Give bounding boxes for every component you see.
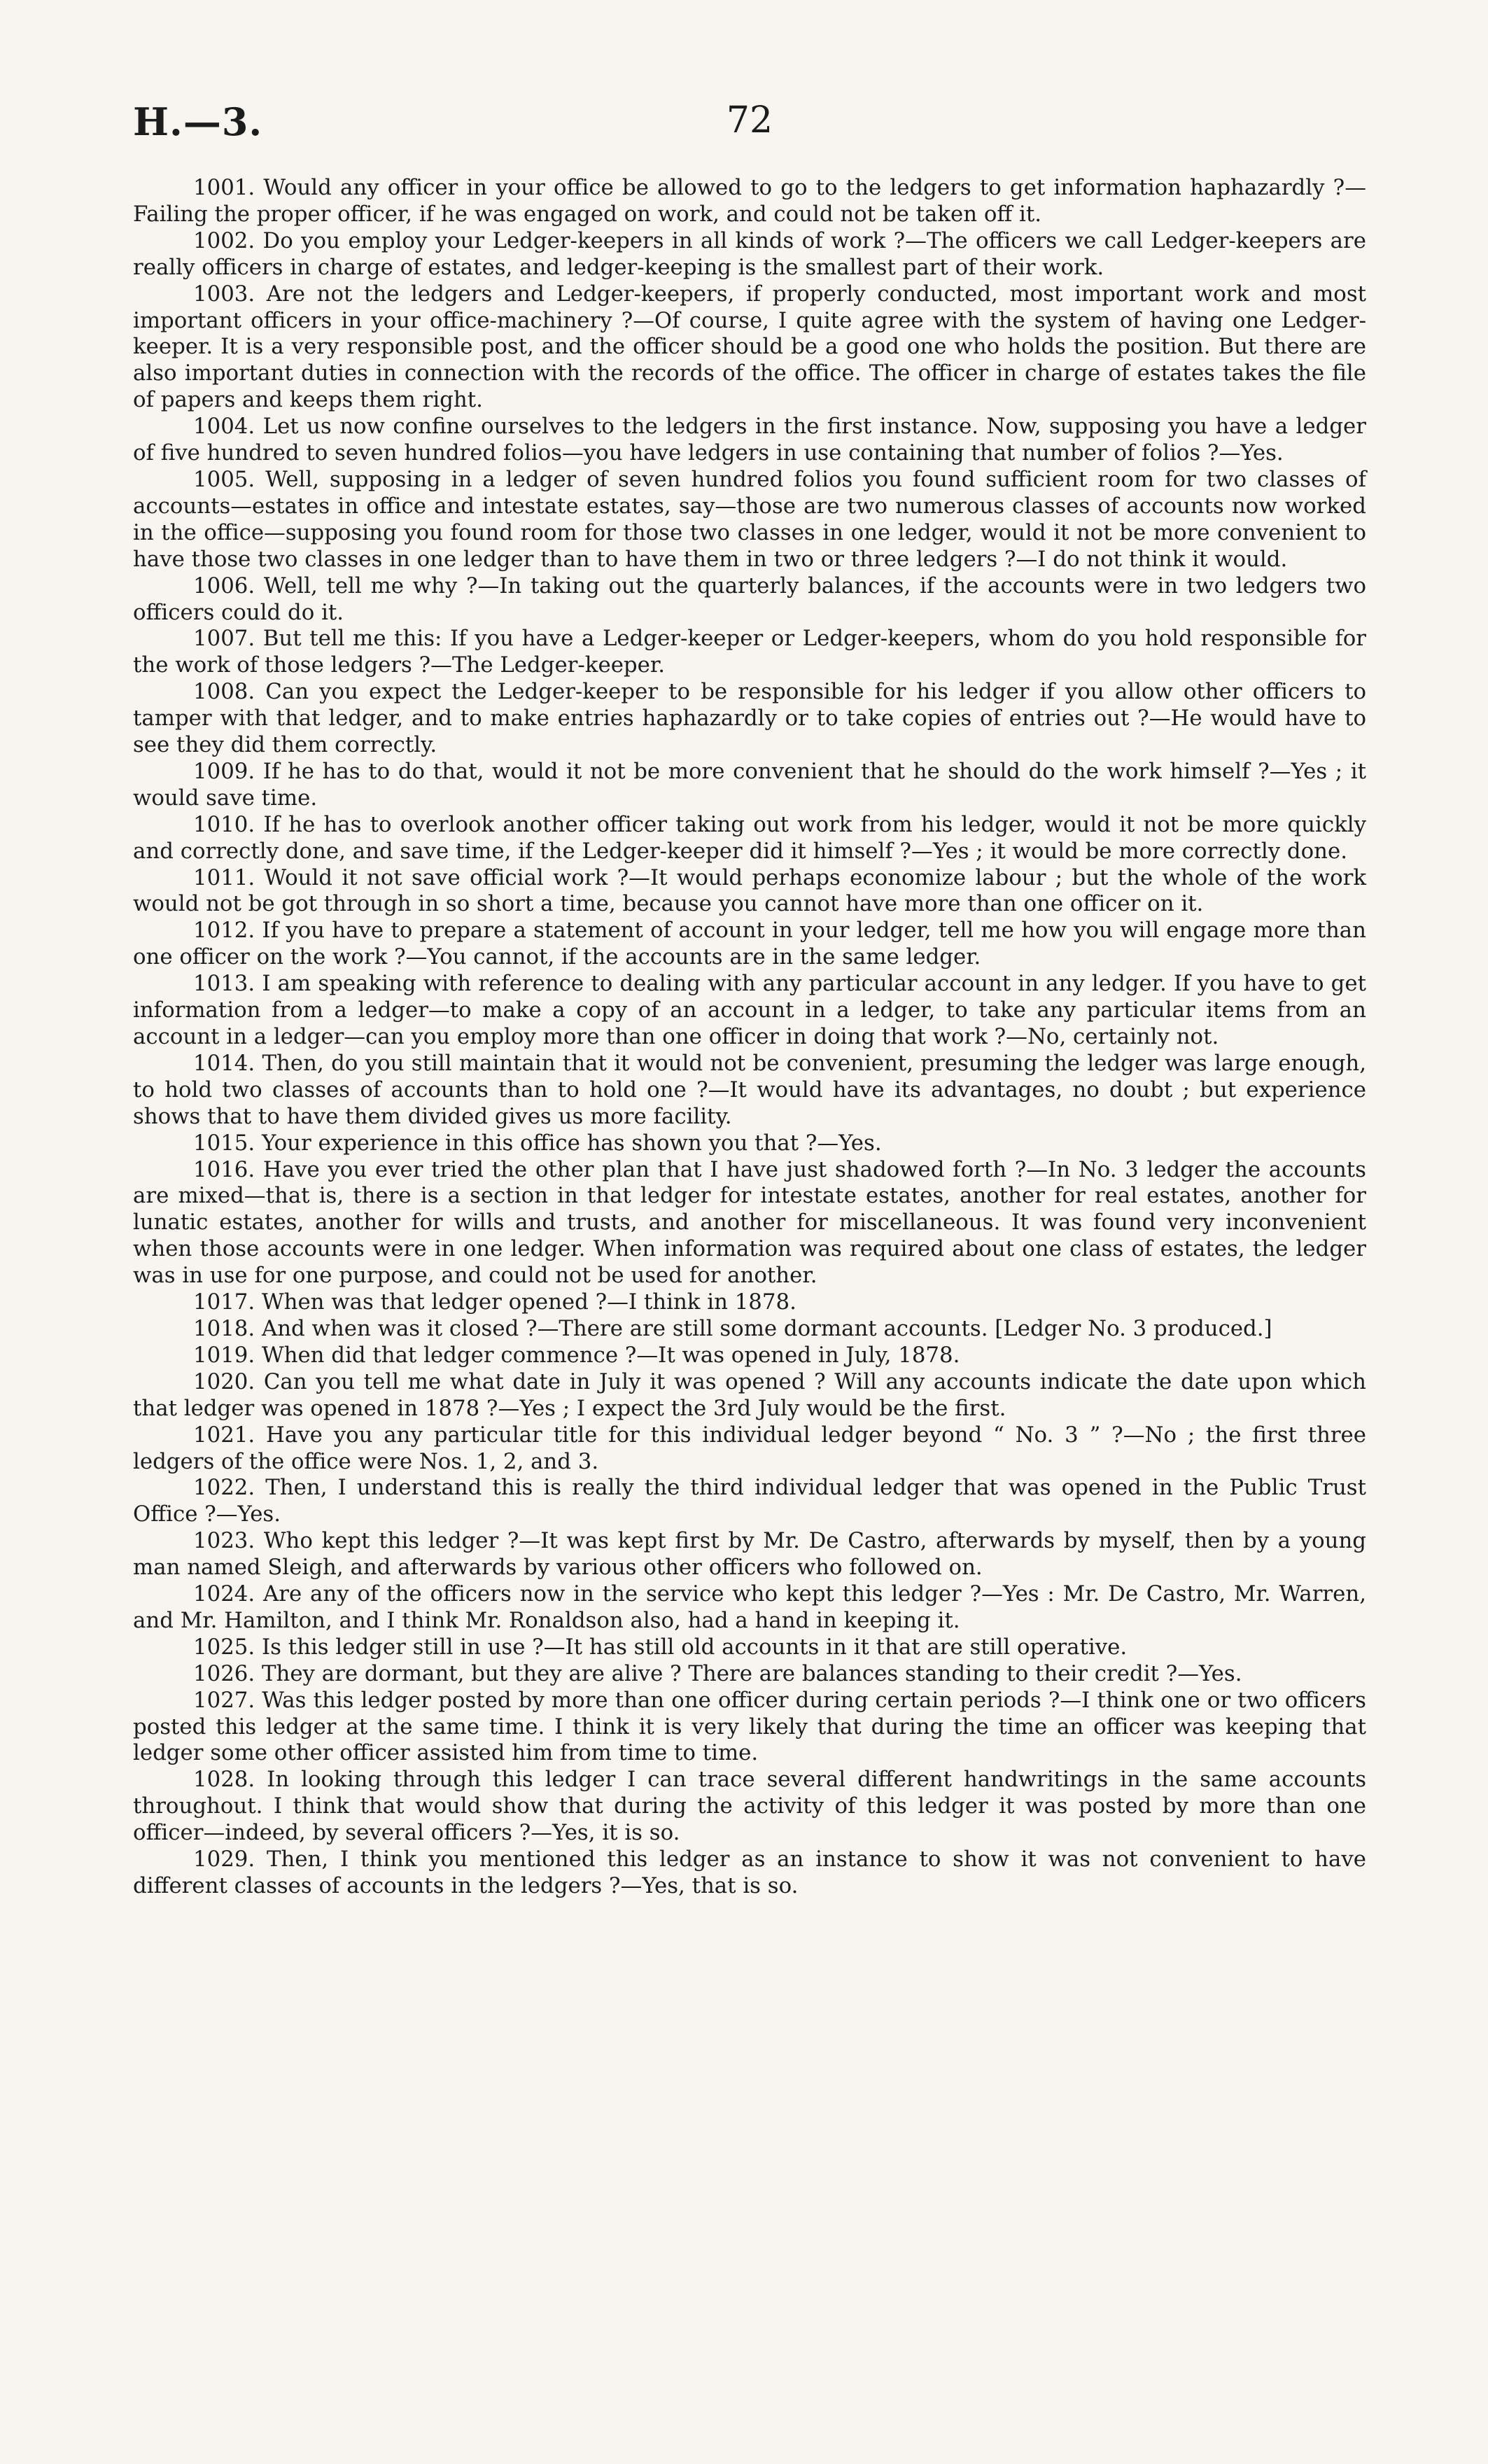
- qa-paragraph: 1007. But tell me this: If you have a Ledger-keeper or Ledger-keepers, whom do you hold responsible for the work of those ledgers ?—The Ledger-keeper.: [133, 626, 1366, 678]
- qa-paragraph: 1002. Do you employ your Ledger-keepers in all kinds of work ?—The officers we call Ledger-keepers are really officers in charge of estates, and ledger-keeping is the smallest part of their work.: [133, 227, 1366, 280]
- qa-paragraph: 1010. If he has to overlook another officer taking out work from his ledger, would it not be more quickly and correctly done, and save time, if the Ledger-keeper did it himself ?—Yes ; it would be more correctly done.: [133, 811, 1366, 864]
- qa-paragraph: 1022. Then, I understand this is really the third individual ledger that was opened in the Public Trust Office ?—Yes.: [133, 1475, 1366, 1527]
- qa-paragraph: 1001. Would any officer in your office be allowed to go to the ledgers to get information haphazardly ?—Failing the proper officer, if he was engaged on work, and could not be taken off it.: [133, 175, 1366, 227]
- qa-paragraph: 1015. Your experience in this office has shown you that ?—Yes.: [193, 1130, 882, 1156]
- qa-paragraph: 1005. Well, supposing in a ledger of seven hundred folios you found sufficient room for two classes of accounts—estates in office and intestate estates, say—those are two numerous classes of accounts now worked in the office—supposing you found room for those two classes in one ledger, would it not be more convenient to have those two classes in one ledger than to have them in two or three ledgers ?—I do not think it would.: [133, 466, 1366, 572]
- qa-paragraph: 1020. Can you tell me what date in July it was opened ? Will any accounts indicate the date upon which that ledger was opened in 1878 ?—Yes ; I expect the 3rd July would be the first.: [133, 1368, 1366, 1421]
- qa-paragraph: 1027. Was this ledger posted by more than one officer during certain periods ?—I think one or two officers posted this ledger at the same time. I think it is very likely that during the time an officer was keeping that ledger some other officer assisted him from time to time.: [133, 1687, 1366, 1766]
- qa-paragraph: 1025. Is this ledger still in use ?—It has still old accounts in it that are still operative.: [193, 1634, 1128, 1660]
- qa-paragraph: 1013. I am speaking with reference to dealing with any particular account in any ledger. If you have to get information from a ledger—to make a copy of an account in a ledger, to take any particular items from an account in a ledger—can you employ more than one officer in doing that work ?—No, certainly not.: [133, 971, 1366, 1049]
- qa-paragraph: 1011. Would it not save official work ?—It would perhaps economize labour ; but the whole of the work would not be got through in so short a time, because you cannot have more than one officer on it.: [133, 864, 1366, 917]
- qa-paragraph: 1028. In looking through this ledger I can trace several different handwritings in the same accounts throughout. I think that would show that during the activity of this ledger it was posted by more than one officer—indeed, by several officers ?—Yes, it is so.: [133, 1767, 1366, 1846]
- qa-paragraph: 1016. Have you ever tried the other plan that I have just shadowed forth ?—In No. 3 ledger the accounts are mixed—that is, there is a section in that ledger for intestate estates, another for real estates, another for lunatic estates, another for wills and trusts, and another for miscellaneous. It was found very inconvenient when those accounts were in one ledger. When information was required about one class of estates, the ledger was in use for one purpose, and could not be used for another.: [133, 1156, 1366, 1289]
- qa-paragraph: 1018. And when was it closed ?—There are still some dormant accounts. [Ledger No. 3 produced.]: [193, 1315, 1272, 1341]
- qa-paragraph: 1004. Let us now confine ourselves to the ledgers in the first instance. Now, supposing you have a ledger of five hundred to seven hundred folios—you have ledgers in use containing that number of folios ?—Yes.: [133, 414, 1366, 466]
- qa-paragraph: 1026. They are dormant, but they are alive ? There are balances standing to their credit ?—Yes.: [193, 1660, 1242, 1686]
- document-code: H.—3.: [133, 99, 263, 144]
- qa-paragraph: 1014. Then, do you still maintain that it would not be convenient, presuming the ledger was large enough, to hold two classes of accounts than to hold one ?—It would have its advantages, no doubt ; but experience shows that to have them divided gives us more facility.: [133, 1050, 1366, 1129]
- qa-paragraph: 1023. Who kept this ledger ?—It was kept first by Mr. De Castro, afterwards by myself, then by a young man named Sleigh, and afterwards by various other officers who followed on.: [133, 1528, 1366, 1581]
- page-number: 72: [726, 99, 773, 141]
- qa-paragraph: 1012. If you have to prepare a statement of account in your ledger, tell me how you will engage more than one officer on the work ?—You cannot, if the accounts are in the same ledger.: [133, 918, 1366, 970]
- qa-paragraph: 1009. If he has to do that, would it not be more convenient that he should do the work himself ?—Yes ; it would save time.: [133, 758, 1366, 811]
- page-header: [133, 99, 1366, 155]
- qa-paragraph: 1003. Are not the ledgers and Ledger-keepers, if properly conducted, most important work and most important officers in your office-machinery ?—Of course, I quite agree with the system of having one Ledger-keeper. It is a very responsible post, and the officer should be a good one who holds the position. But there are also important duties in connection with the records of the office. The officer in charge of estates takes the file of papers and keeps them right.: [133, 281, 1366, 413]
- qa-paragraph: 1006. Well, tell me why ?—In taking out the quarterly balances, if the accounts were in two ledgers two officers could do it.: [133, 573, 1366, 625]
- qa-paragraph: 1024. Are any of the officers now in the service who kept this ledger ?—Yes : Mr. De Castro, Mr. Warren, and Mr. Hamilton, and I think Mr. Ronaldson also, had a hand in keeping it.: [133, 1581, 1366, 1633]
- qa-paragraph: 1008. Can you expect the Ledger-keeper to be responsible for his ledger if you allow other officers to tamper with that ledger, and to make entries haphazardly or to take copies of entries out ?—He would have to see they did them correctly.: [133, 679, 1366, 758]
- qa-paragraph: 1017. When was that ledger opened ?—I think in 1878.: [193, 1289, 796, 1315]
- qa-paragraph: 1021. Have you any particular title for this individual ledger beyond “ No. 3 ” ?—No ; the first three ledgers of the office were Nos. 1, 2, and 3.: [133, 1422, 1366, 1474]
- document-body: [133, 175, 1366, 1900]
- qa-paragraph: 1019. When did that ledger commence ?—It was opened in July, 1878.: [193, 1342, 960, 1368]
- qa-paragraph: 1029. Then, I think you mentioned this ledger as an instance to show it was not convenient to have different classes of accounts in the ledgers ?—Yes, that is so.: [133, 1847, 1366, 1898]
